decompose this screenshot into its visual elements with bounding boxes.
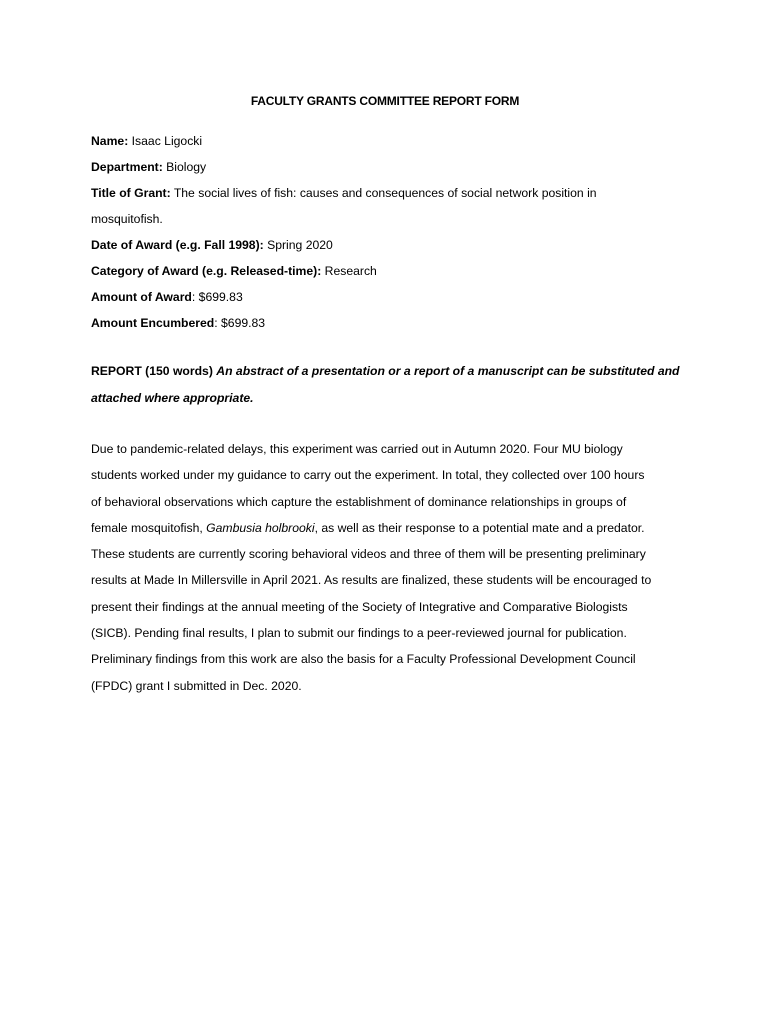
report-line: Due to pandemic-related delays, this experiment was carried out in Autumn 2020. Four MU biology [91,442,623,456]
field-title-of-grant-value-line2: mosquitofish. [91,212,163,226]
field-amount-of-award-label: Amount of Award [91,290,192,304]
report-body [91,436,691,699]
field-title-of-grant-continued [91,206,691,232]
report-line: students worked under my guidance to carry out the experiment. In total, they collected over 100 hours [91,468,645,483]
field-amount-encumbered-label: Amount Encumbered [91,316,215,330]
form-fields [91,128,691,336]
report-line: of behavioral observations which capture the establishment of dominance relationships in groups of [91,494,627,509]
field-title-of-grant [91,180,691,206]
field-name-label: Name: [91,134,129,148]
report-heading-label: REPORT (150 words) [91,364,213,378]
field-date-of-award-label: Date of Award (e.g. Fall 1998): [91,238,264,252]
report-line: Preliminary findings from this work are also the basis for a Faculty Professional Development Council [91,652,636,667]
report-line: (SICB). Pending final results, I plan to submit our findings to a peer-reviewed journal for publication. [91,626,627,641]
report-line: (FPDC) grant I submitted in Dec. 2020. [91,678,302,693]
field-name [91,128,691,154]
field-title-of-grant-label: Title of Grant: [91,186,171,200]
report-heading-line1 [91,358,691,385]
form-title: FACULTY GRANTS COMMITTEE REPORT FORM [250,94,520,108]
field-title-of-grant-value-line1: The social lives of fish: causes and consequences of social network position in [170,186,597,200]
field-department [91,154,691,180]
report-line: These students are currently scoring behavioral videos and three of them will be presenting preliminary [91,547,646,562]
field-category-of-award-value: Research [321,264,377,278]
report-line [91,515,691,541]
field-amount-encumbered [91,310,691,336]
field-department-label: Department: [91,160,163,174]
report-heading [91,358,691,411]
field-category-of-award [91,258,691,284]
report-line: present their findings at the annual meeting of the Society of Integrative and Comparative Biologists [91,599,628,614]
report-line: results at Made In Millersville in April 2021. As results are finalized, these students will be encouraged to [91,573,652,588]
report-line4-start: female mosquitofish, [91,520,207,535]
field-name-value: Isaac Ligocki [128,134,203,148]
report-heading-line2 [91,385,691,412]
field-amount-encumbered-value: : $699.83 [214,316,266,330]
field-department-value: Biology [162,160,207,174]
report-instruction-line1: An abstract of a presentation or a report of a manuscript can be substituted and [216,364,680,378]
field-category-of-award-label: Category of Award (e.g. Released-time): [91,264,322,278]
report-instruction-line2: attached where appropriate. [91,390,254,405]
field-amount-of-award-value: : $699.83 [191,290,243,304]
report-line4-end: , as well as their response to a potential mate and a predator. [314,520,645,535]
field-amount-of-award [91,284,691,310]
species-name: Gambusia holbrooki [206,520,315,535]
field-date-of-award [91,232,691,258]
field-date-of-award-value: Spring 2020 [263,238,333,252]
